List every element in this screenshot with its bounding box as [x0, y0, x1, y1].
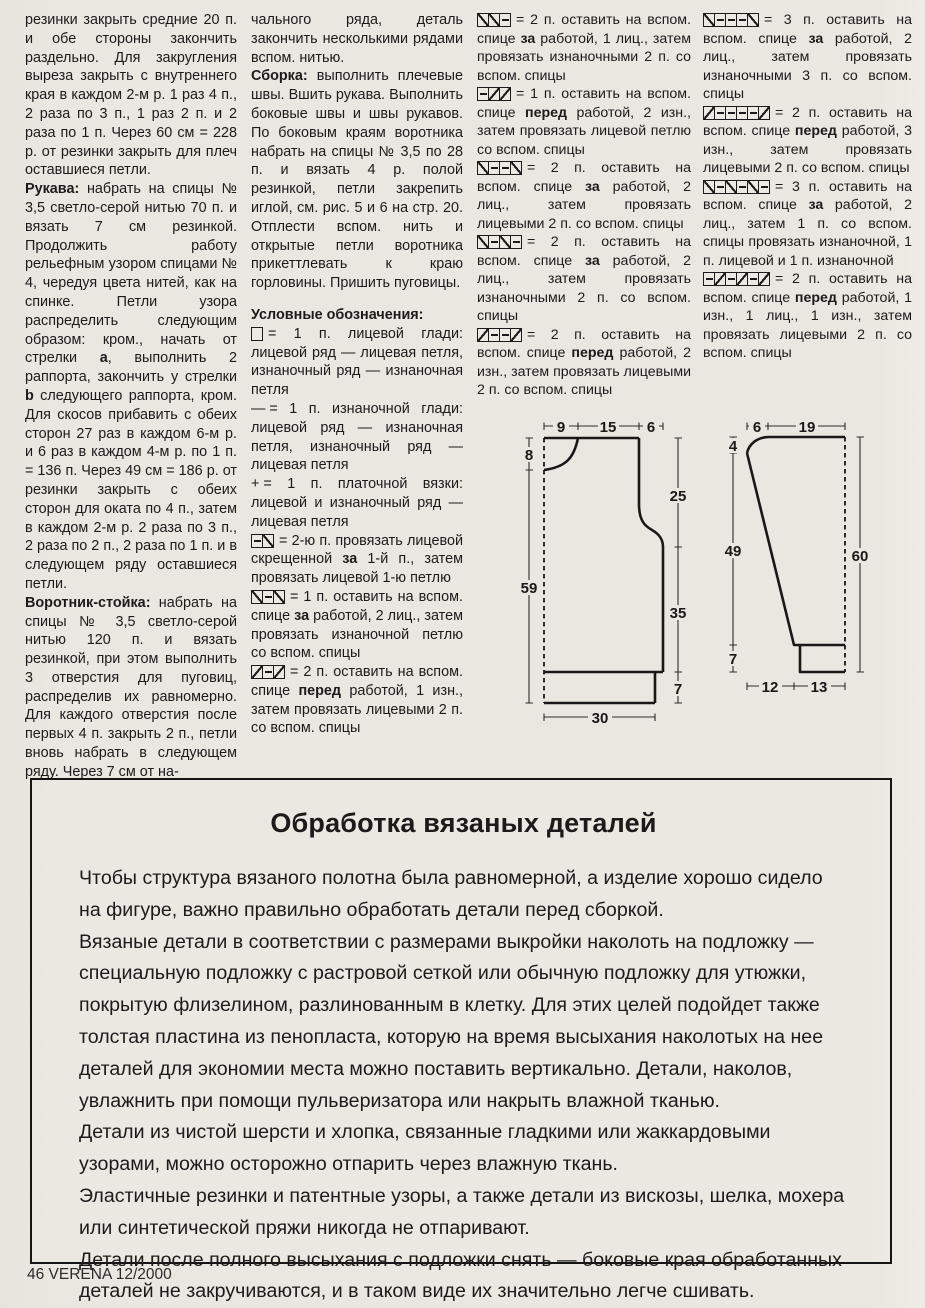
text-run: набрать на спицы № 3,5 светло-серой нитью 70 п. и вязать 7 см резинкой. Продолжить работу рельефным узором спицами № 4, чередуя цвета нитей, как на спинке. Петли узора распределить следующим образом: кром., начать от стрелки	[25, 181, 237, 367]
dim-label	[588, 710, 612, 727]
symbol-cell	[715, 181, 726, 193]
cuff-edges	[800, 645, 845, 672]
text-run: набрать на спицы № 3,5 светло-серой нитью 120 п. и вязать резинкой, при этом выполнить 3 отверстия для пуговиц, распределив их равномерно. Для каждого отверстия после первых 4 п. закрыть 2 п., петли вновь набрать в следующем ряду. Через 7 см от на-	[25, 594, 237, 780]
text-run: = 2-ю п. провязать лицевой скрещенной	[251, 532, 463, 568]
bold-text: перед	[298, 682, 342, 699]
dim-value: 25	[669, 488, 687, 505]
symbol-cell	[263, 666, 274, 678]
text-run: = 2 п. оставить на вспом. спице	[477, 234, 691, 269]
dim-value: 19	[798, 419, 816, 436]
text-run: = 1 п. изнаночной глади: лицевой ряд — изнаночная петля, изнаночный ряд — лицевая петля	[251, 400, 463, 474]
text-run: работой, 2 лиц., затем провязать изнаночными 3 п. со вспом. спицы	[703, 30, 912, 102]
text-column-1	[25, 11, 237, 782]
dim-label	[518, 580, 540, 597]
text-column-2	[251, 11, 463, 738]
legend-item	[703, 11, 912, 104]
symbol-cell	[500, 162, 511, 174]
symbol-cell	[252, 666, 263, 678]
text-run: работой, 2 лиц., затем 1 п. со вспом. спицы провязать изнаночной, 1 п. лицевой и 1 п. изнаночной	[703, 197, 912, 269]
dim-value: 8	[524, 447, 534, 464]
legend-item	[251, 475, 463, 531]
cap-edge	[747, 437, 845, 453]
bold-text: за	[808, 197, 824, 213]
knit-symbol	[477, 328, 522, 342]
infobox-body	[79, 863, 848, 1308]
dim-value: 13	[810, 679, 828, 696]
bold-text: a	[99, 350, 108, 367]
bold-text: за	[342, 551, 358, 568]
symbol-cell	[737, 14, 748, 26]
symbol-cell	[726, 181, 737, 193]
dim-label	[553, 419, 569, 436]
symbol-cell	[489, 236, 500, 248]
dim-value: 59	[520, 580, 538, 597]
text-run: работой, 2 лиц., затем провязать лицевыми 2 п. со вспом. спицы	[477, 178, 691, 232]
dim-value: 12	[761, 679, 779, 696]
infobox-paragraph: Эластичные резинки и патентные узоры, а также детали из вискозы, шелка, мохера или синтетической пряжи никогда не отпаривают.	[79, 1184, 845, 1239]
legend-item	[251, 588, 463, 663]
hem-edges	[544, 672, 663, 703]
knit-symbol	[703, 13, 759, 27]
dim-left	[526, 438, 534, 703]
knit-symbol: —	[251, 400, 266, 417]
symbol-cell	[274, 666, 284, 678]
knit-symbol	[251, 590, 285, 604]
dim-label	[725, 651, 741, 668]
infobox-paragraph: Детали из чистой шерсти и хлопка, связанные гладкими или жаккардовыми узорами, можно осторожно отпарить через влажную ткань.	[79, 1121, 771, 1176]
paragraph	[25, 180, 237, 594]
text-run: работой, 2 лиц., затем провязать изнаночной петлю со вспом. спицы	[251, 607, 463, 662]
dim-value: 7	[728, 651, 738, 668]
knit-symbol	[251, 327, 263, 341]
dim-value: 15	[599, 419, 617, 436]
symbol-cell	[726, 273, 737, 285]
bold-text: за	[520, 30, 536, 47]
legend-item	[477, 233, 691, 326]
knit-symbol	[703, 106, 770, 120]
infobox-title: Обработка вязаных деталей	[270, 808, 657, 838]
knit-symbol	[251, 534, 274, 548]
slant-edge	[747, 453, 845, 645]
dim-value: 6	[646, 419, 656, 436]
text-run: чального ряда, деталь закончить несколькими рядами вспом. нитью.	[251, 12, 463, 66]
legend-item	[703, 104, 912, 178]
bold-text: Воротник-стойка:	[25, 594, 151, 611]
dim-label	[759, 679, 782, 696]
legend-item	[251, 325, 463, 400]
knit-symbol	[477, 161, 522, 175]
dim-right	[675, 438, 683, 703]
symbol-cell	[715, 107, 726, 119]
dim-value: 35	[669, 605, 687, 622]
dim-value: 7	[673, 681, 683, 698]
dim-label	[749, 419, 765, 436]
dim-label	[725, 438, 741, 455]
dim-label	[667, 605, 689, 622]
bold-text: перед	[794, 289, 837, 306]
text-run: работой, 2 лиц., затем провязать изнаночными 2 п. со вспом. спицы	[477, 252, 691, 324]
paragraph	[251, 11, 463, 67]
text-run: работой, 1 изн., 1 лиц., 1 изн., затем провязать лицевыми 2 п. со вспом. спицы	[703, 289, 913, 361]
text-run: резинки закрыть средние 20 п. и обе стороны закончить раздельно. Для закругления выреза закрыть с внутреннего края в каждом 2-м р. 1 раз 4 п., 2 раза по 3 п., 1 раз 2 п. и 2 раза по 1 п. Через 60 см = 228 р. от резинки закрыть для плеч оставшиеся петли.	[25, 12, 237, 179]
paragraph	[25, 11, 237, 180]
dim-label	[521, 447, 537, 464]
symbol-cell	[511, 162, 521, 174]
symbol-cell	[274, 591, 284, 603]
text-run: = 2 п. оставить на вспом. спице	[477, 160, 691, 195]
symbol-cell	[748, 14, 758, 26]
text-run: работой, 2 изн., затем провязать лицевой петлю со вспом. спицы	[477, 104, 691, 158]
symbol-cell	[737, 273, 748, 285]
paragraph	[25, 594, 237, 782]
legend-item	[703, 270, 912, 363]
schematic-body-svg	[516, 400, 713, 747]
symbol-cell	[478, 162, 489, 174]
symbol-cell	[737, 107, 748, 119]
bold-text: перед	[571, 345, 614, 361]
legend-item	[251, 532, 463, 588]
dim-label	[670, 681, 686, 698]
dim-value: 9	[556, 419, 566, 436]
text-run: = 3 п. оставить на вспом. спице	[703, 178, 912, 213]
symbol-cell	[489, 88, 500, 100]
symbol-cell	[511, 236, 521, 248]
symbol-cell	[252, 328, 262, 340]
bold-text: за	[585, 252, 600, 269]
page-footer: 46 VERENA 12/2000	[27, 1266, 172, 1283]
symbol-cell	[726, 14, 737, 26]
legend-item	[703, 178, 912, 271]
bold-text: Условные обозначения:	[251, 306, 424, 323]
symbol-cell	[726, 107, 737, 119]
text-run: работой, 3 изн., затем провязать лицевыми 2 п. со вспом. спицы	[703, 123, 913, 176]
dim-value: 60	[851, 548, 869, 565]
text-run: работой, 1 изн., затем провязать лицевыми 2 п. со вспом. спицы	[251, 682, 464, 737]
dim-label	[808, 679, 831, 696]
text-run: , выполнить 2 раппорта, закончить у стрелки	[25, 350, 238, 386]
paragraph-gap	[251, 293, 463, 306]
armhole-edge	[639, 438, 663, 672]
symbol-cell	[489, 162, 500, 174]
schematic-sleeve	[720, 400, 917, 742]
symbol-cell	[748, 107, 759, 119]
bold-text: за	[585, 178, 600, 195]
symbol-cell	[748, 273, 759, 285]
symbol-cell	[478, 88, 489, 100]
infobox-paragraph: Чтобы структура вязаного полотна была равномерной, а изделие хорошо сидело на фигуре, важно правильно обработать детали перед сборкой.	[79, 867, 823, 921]
symbol-cell	[748, 181, 759, 193]
symbol-cell	[704, 273, 715, 285]
schematic-sleeve-svg	[720, 400, 917, 737]
infobox-paragraph: Детали после полного высыхания с подложки снять — боковые края обработанных деталей не закручиваются, и в таком виде их значительно легче сшивать.	[79, 1248, 842, 1303]
text-run: = 1 п. оставить на вспом. спице	[251, 588, 463, 624]
dim-label	[722, 543, 744, 560]
dim-label	[667, 488, 689, 505]
symbol-cell	[478, 236, 489, 248]
knit-symbol	[251, 665, 285, 679]
symbol-cell	[500, 14, 510, 26]
legend-item	[251, 663, 463, 738]
symbol-cell	[759, 107, 769, 119]
symbol-cell	[511, 329, 521, 341]
knit-symbol	[703, 180, 770, 194]
symbol-cell	[500, 329, 511, 341]
text-run: = 1 п. платочной вязки: лицевой и изнаночный ряд — лицевая петля	[251, 476, 463, 530]
knit-symbol	[703, 272, 770, 286]
symbol-cell	[715, 273, 726, 285]
dim-label	[643, 419, 659, 436]
bold-text: Рукава:	[25, 181, 80, 198]
legend-item	[477, 159, 691, 233]
infobox-paragraph: Вязаные детали в соответствии с размерами выкройки наколоть на подложку — специальную подложку с растровой сеткой или обычную подложку для утюжки, покрытую флизелином, разлинованным в клетку. Для этих целей подойдет также толстая пластина из пенопласта, которую на время высыхания наколотых на нее деталей для экономии места можно поставить вертикально. Детали, наколов, увлажнить при помощи пульверизатора или накрыть влажной тканью.	[79, 930, 824, 1112]
bold-text: b	[25, 387, 34, 404]
symbol-cell	[500, 88, 510, 100]
dim-value: 4	[728, 438, 738, 455]
knit-symbol	[477, 13, 511, 27]
legend-item	[477, 85, 691, 159]
text-run: = 2 п. оставить на вспом. спице	[703, 271, 912, 306]
symbol-cell	[263, 591, 274, 603]
knit-symbol	[477, 87, 511, 101]
text-run: = 2 п. оставить на вспом. спице	[477, 326, 691, 361]
section-heading	[251, 306, 463, 325]
legend-item	[477, 326, 691, 400]
text-run: = 1 п. оставить на вспом. спице	[477, 86, 691, 121]
neck-curve	[544, 438, 578, 470]
symbol-cell	[500, 236, 511, 248]
legend-item	[477, 11, 691, 85]
symbol-cell	[252, 591, 263, 603]
symbol-cell	[489, 14, 500, 26]
text-run: следующего раппорта, кром. Для скосов прибавить с обеих сторон 27 раз в каждом 6-м р. и 6 раз в каждом 4-м р. по 1 п. = 136 п. Через 49 см = 186 р. от резинки закрыть с обеих сторон для оката по 4 п., затем в каждом 2-м р. 2 раза по 3 п., 2 раза по 2 п., 2 раза по 1 п. и в следующем ряду оставшиеся петли.	[25, 387, 237, 592]
bold-text: Сборка:	[251, 68, 308, 85]
text-column-3	[477, 11, 691, 400]
text-column-4	[703, 11, 912, 363]
text-run: = 2 п. оставить на вспом. спице	[477, 12, 691, 47]
bold-text: перед	[794, 123, 837, 139]
symbol-cell	[759, 273, 769, 285]
symbol-cell	[478, 14, 489, 26]
text-run: работой, 2 изн., затем провязать лицевыми 2 п. со вспом. спицы	[477, 345, 692, 398]
text-run: = 1 п. лицевой глади: лицевой ряд — лицевая петля, изнаночный ряд — изнаночная петля	[251, 325, 463, 399]
dim-value: 30	[591, 710, 609, 727]
bold-text: перед	[525, 104, 568, 121]
bold-text: за	[808, 30, 824, 47]
knit-symbol: +	[251, 476, 260, 493]
knit-symbol	[477, 235, 522, 249]
symbol-cell	[489, 329, 500, 341]
dim-label	[598, 419, 619, 436]
text-run: работой, 1 лиц., затем провязать изнаночными 2 п. со вспом. спицы	[477, 30, 691, 84]
text-run: = 2 п. оставить на вспом. спице	[251, 664, 463, 699]
symbol-cell	[759, 181, 769, 193]
dim-label	[849, 548, 872, 565]
symbol-cell	[263, 535, 273, 547]
symbol-cell	[704, 107, 715, 119]
symbol-cell	[478, 329, 489, 341]
text-run: выполнить плечевые швы. Вшить рукава. Выполнить боковые швы и швы рукавов. По боковым краям воротника набрать на спицы № 3,5 по 28 п. и вязать 4 р. полой резинкой, петли закрепить иглой, см. рис. 5 и 6 на стр. 20. Отплести вспом. нить и открытые петли воротника прикеттлевать к краю горловины. Пришить пуговицы.	[251, 68, 463, 292]
text-run: = 2 п. оставить на вспом. спице	[703, 104, 912, 139]
dim-value: 6	[752, 419, 762, 436]
dim-value: 49	[724, 543, 742, 560]
symbol-cell	[737, 181, 748, 193]
schematic-body-piece	[516, 400, 713, 752]
symbol-cell	[715, 14, 726, 26]
dim-label	[796, 419, 818, 436]
bold-text: за	[294, 607, 310, 624]
symbol-cell	[252, 535, 263, 547]
text-run: = 3 п. оставить на вспом. спице	[703, 12, 912, 47]
symbol-cell	[704, 181, 715, 193]
text-run: 1-й п., затем провязать лицевой 1-ю петлю	[251, 551, 463, 587]
legend-item	[251, 400, 463, 475]
paragraph	[251, 67, 463, 293]
symbol-cell	[704, 14, 715, 26]
